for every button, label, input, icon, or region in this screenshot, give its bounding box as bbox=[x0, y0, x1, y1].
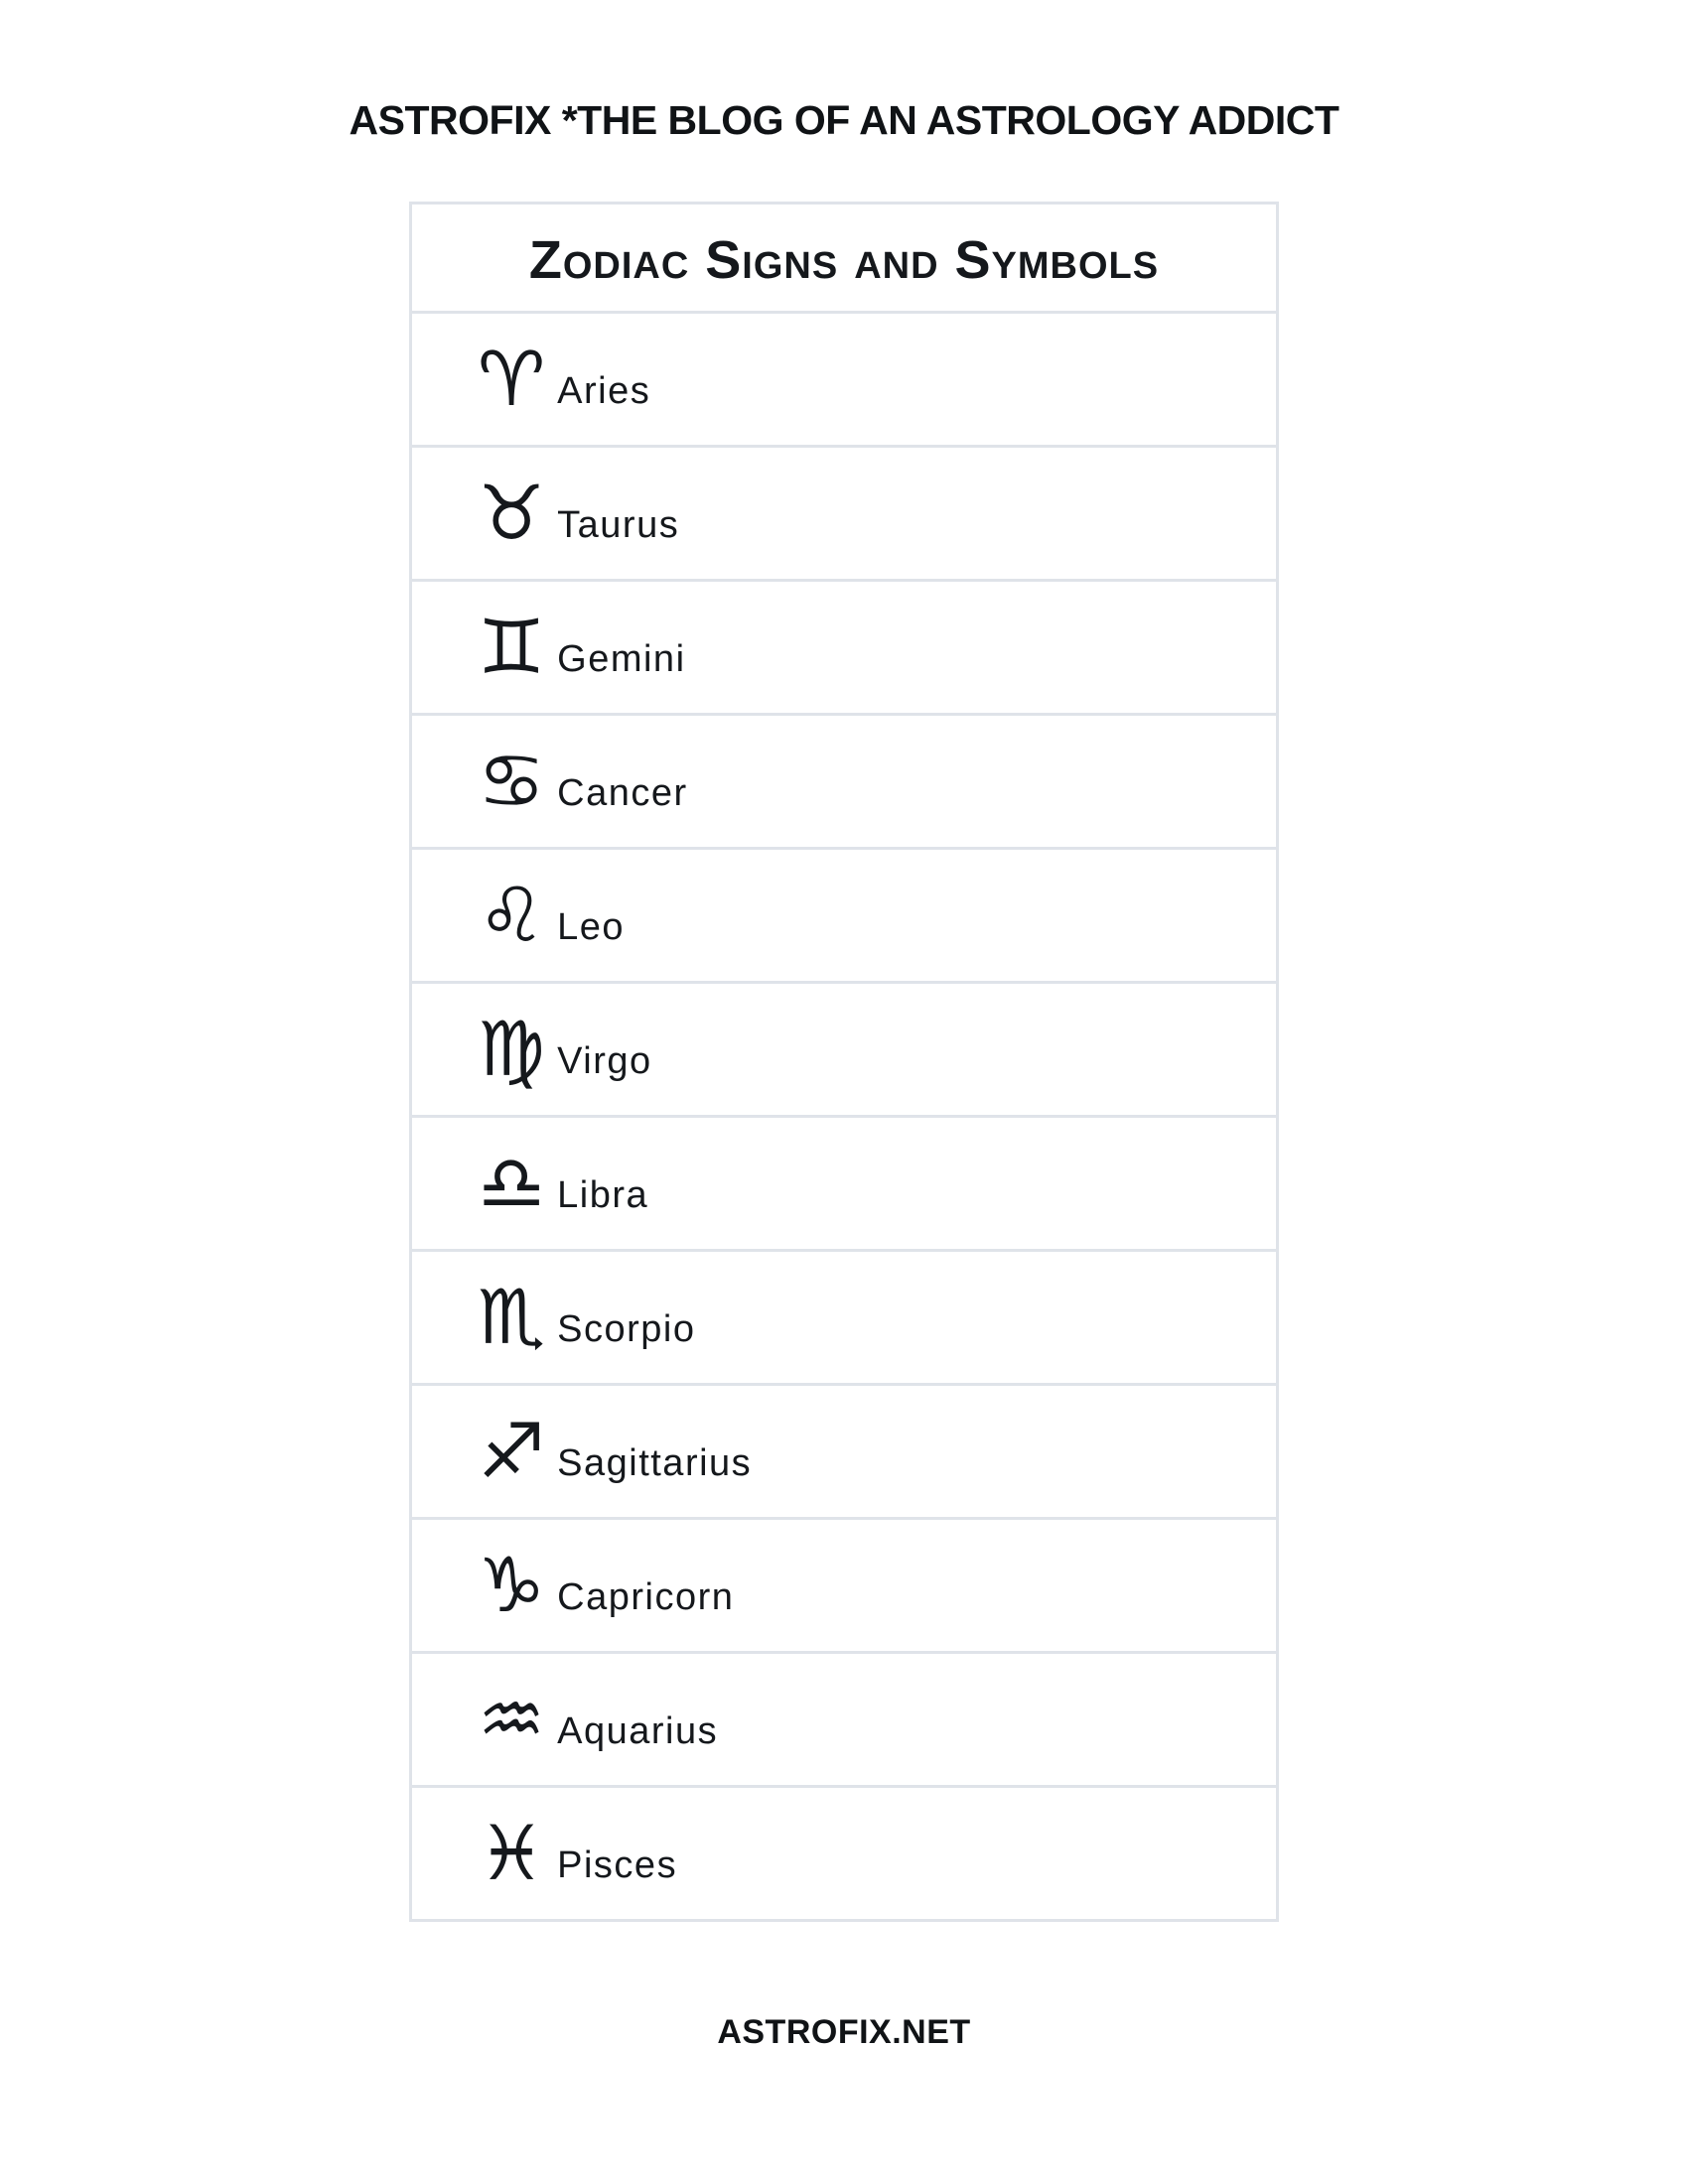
leo-icon: ♌ bbox=[478, 871, 546, 960]
sign-name: Gemini bbox=[557, 637, 686, 680]
sagittarius-icon: ♐ bbox=[478, 1407, 546, 1496]
sign-name: Taurus bbox=[557, 503, 680, 546]
sign-entry bbox=[478, 335, 1275, 424]
table-row-libra bbox=[411, 1117, 1278, 1251]
sign-entry bbox=[478, 1407, 1275, 1496]
sign-name: Virgo bbox=[557, 1039, 652, 1082]
sign-entry bbox=[478, 737, 1275, 826]
sign-name: Aries bbox=[557, 369, 651, 412]
gemini-icon: ♊ bbox=[478, 603, 546, 692]
site-footer-url: ASTROFIX.NET bbox=[717, 2013, 971, 2051]
table-row-cancer bbox=[411, 715, 1278, 849]
capricorn-icon: ♑ bbox=[478, 1541, 546, 1630]
zodiac-table bbox=[409, 202, 1279, 1922]
sign-name: Sagittarius bbox=[557, 1441, 753, 1484]
sign-name: Cancer bbox=[557, 771, 688, 814]
table-row-scorpio bbox=[411, 1251, 1278, 1385]
pisces-icon: ♓ bbox=[478, 1809, 546, 1898]
sign-entry bbox=[478, 1139, 1275, 1228]
blog-header-title: ASTROFIX *THE BLOG OF AN ASTROLOGY ADDICT bbox=[349, 97, 1339, 143]
sign-entry bbox=[478, 1273, 1275, 1362]
table-row-sagittarius bbox=[411, 1385, 1278, 1519]
sign-entry bbox=[478, 1675, 1275, 1764]
table-row-aries bbox=[411, 313, 1278, 447]
table-row-gemini bbox=[411, 581, 1278, 715]
sign-name: Aquarius bbox=[557, 1709, 719, 1752]
virgo-icon: ♍ bbox=[478, 1005, 546, 1094]
sign-name: Libra bbox=[557, 1173, 649, 1216]
sign-name: Scorpio bbox=[557, 1307, 696, 1350]
sign-entry bbox=[478, 1809, 1275, 1898]
sign-name: Leo bbox=[557, 905, 626, 948]
table-row-aquarius bbox=[411, 1653, 1278, 1787]
sign-entry bbox=[478, 1005, 1275, 1094]
table-row-taurus bbox=[411, 447, 1278, 581]
table-title-row bbox=[411, 204, 1278, 313]
sign-entry bbox=[478, 603, 1275, 692]
taurus-icon: ♉ bbox=[478, 469, 546, 558]
scorpio-icon: ♏ bbox=[478, 1273, 546, 1362]
table-row-pisces bbox=[411, 1787, 1278, 1921]
sign-entry bbox=[478, 871, 1275, 960]
sign-entry bbox=[478, 1541, 1275, 1630]
aries-icon: ♈ bbox=[478, 335, 546, 424]
table-title: Zodiac Signs and Symbols bbox=[411, 204, 1278, 313]
table-row-leo bbox=[411, 849, 1278, 983]
aquarius-icon: ♒ bbox=[478, 1675, 546, 1764]
cancer-icon: ♋ bbox=[478, 737, 546, 826]
sign-entry bbox=[478, 469, 1275, 558]
sign-name: Capricorn bbox=[557, 1575, 735, 1618]
table-row-virgo bbox=[411, 983, 1278, 1117]
table-row-capricorn bbox=[411, 1519, 1278, 1653]
sign-name: Pisces bbox=[557, 1843, 678, 1886]
libra-icon: ♎ bbox=[478, 1139, 546, 1228]
